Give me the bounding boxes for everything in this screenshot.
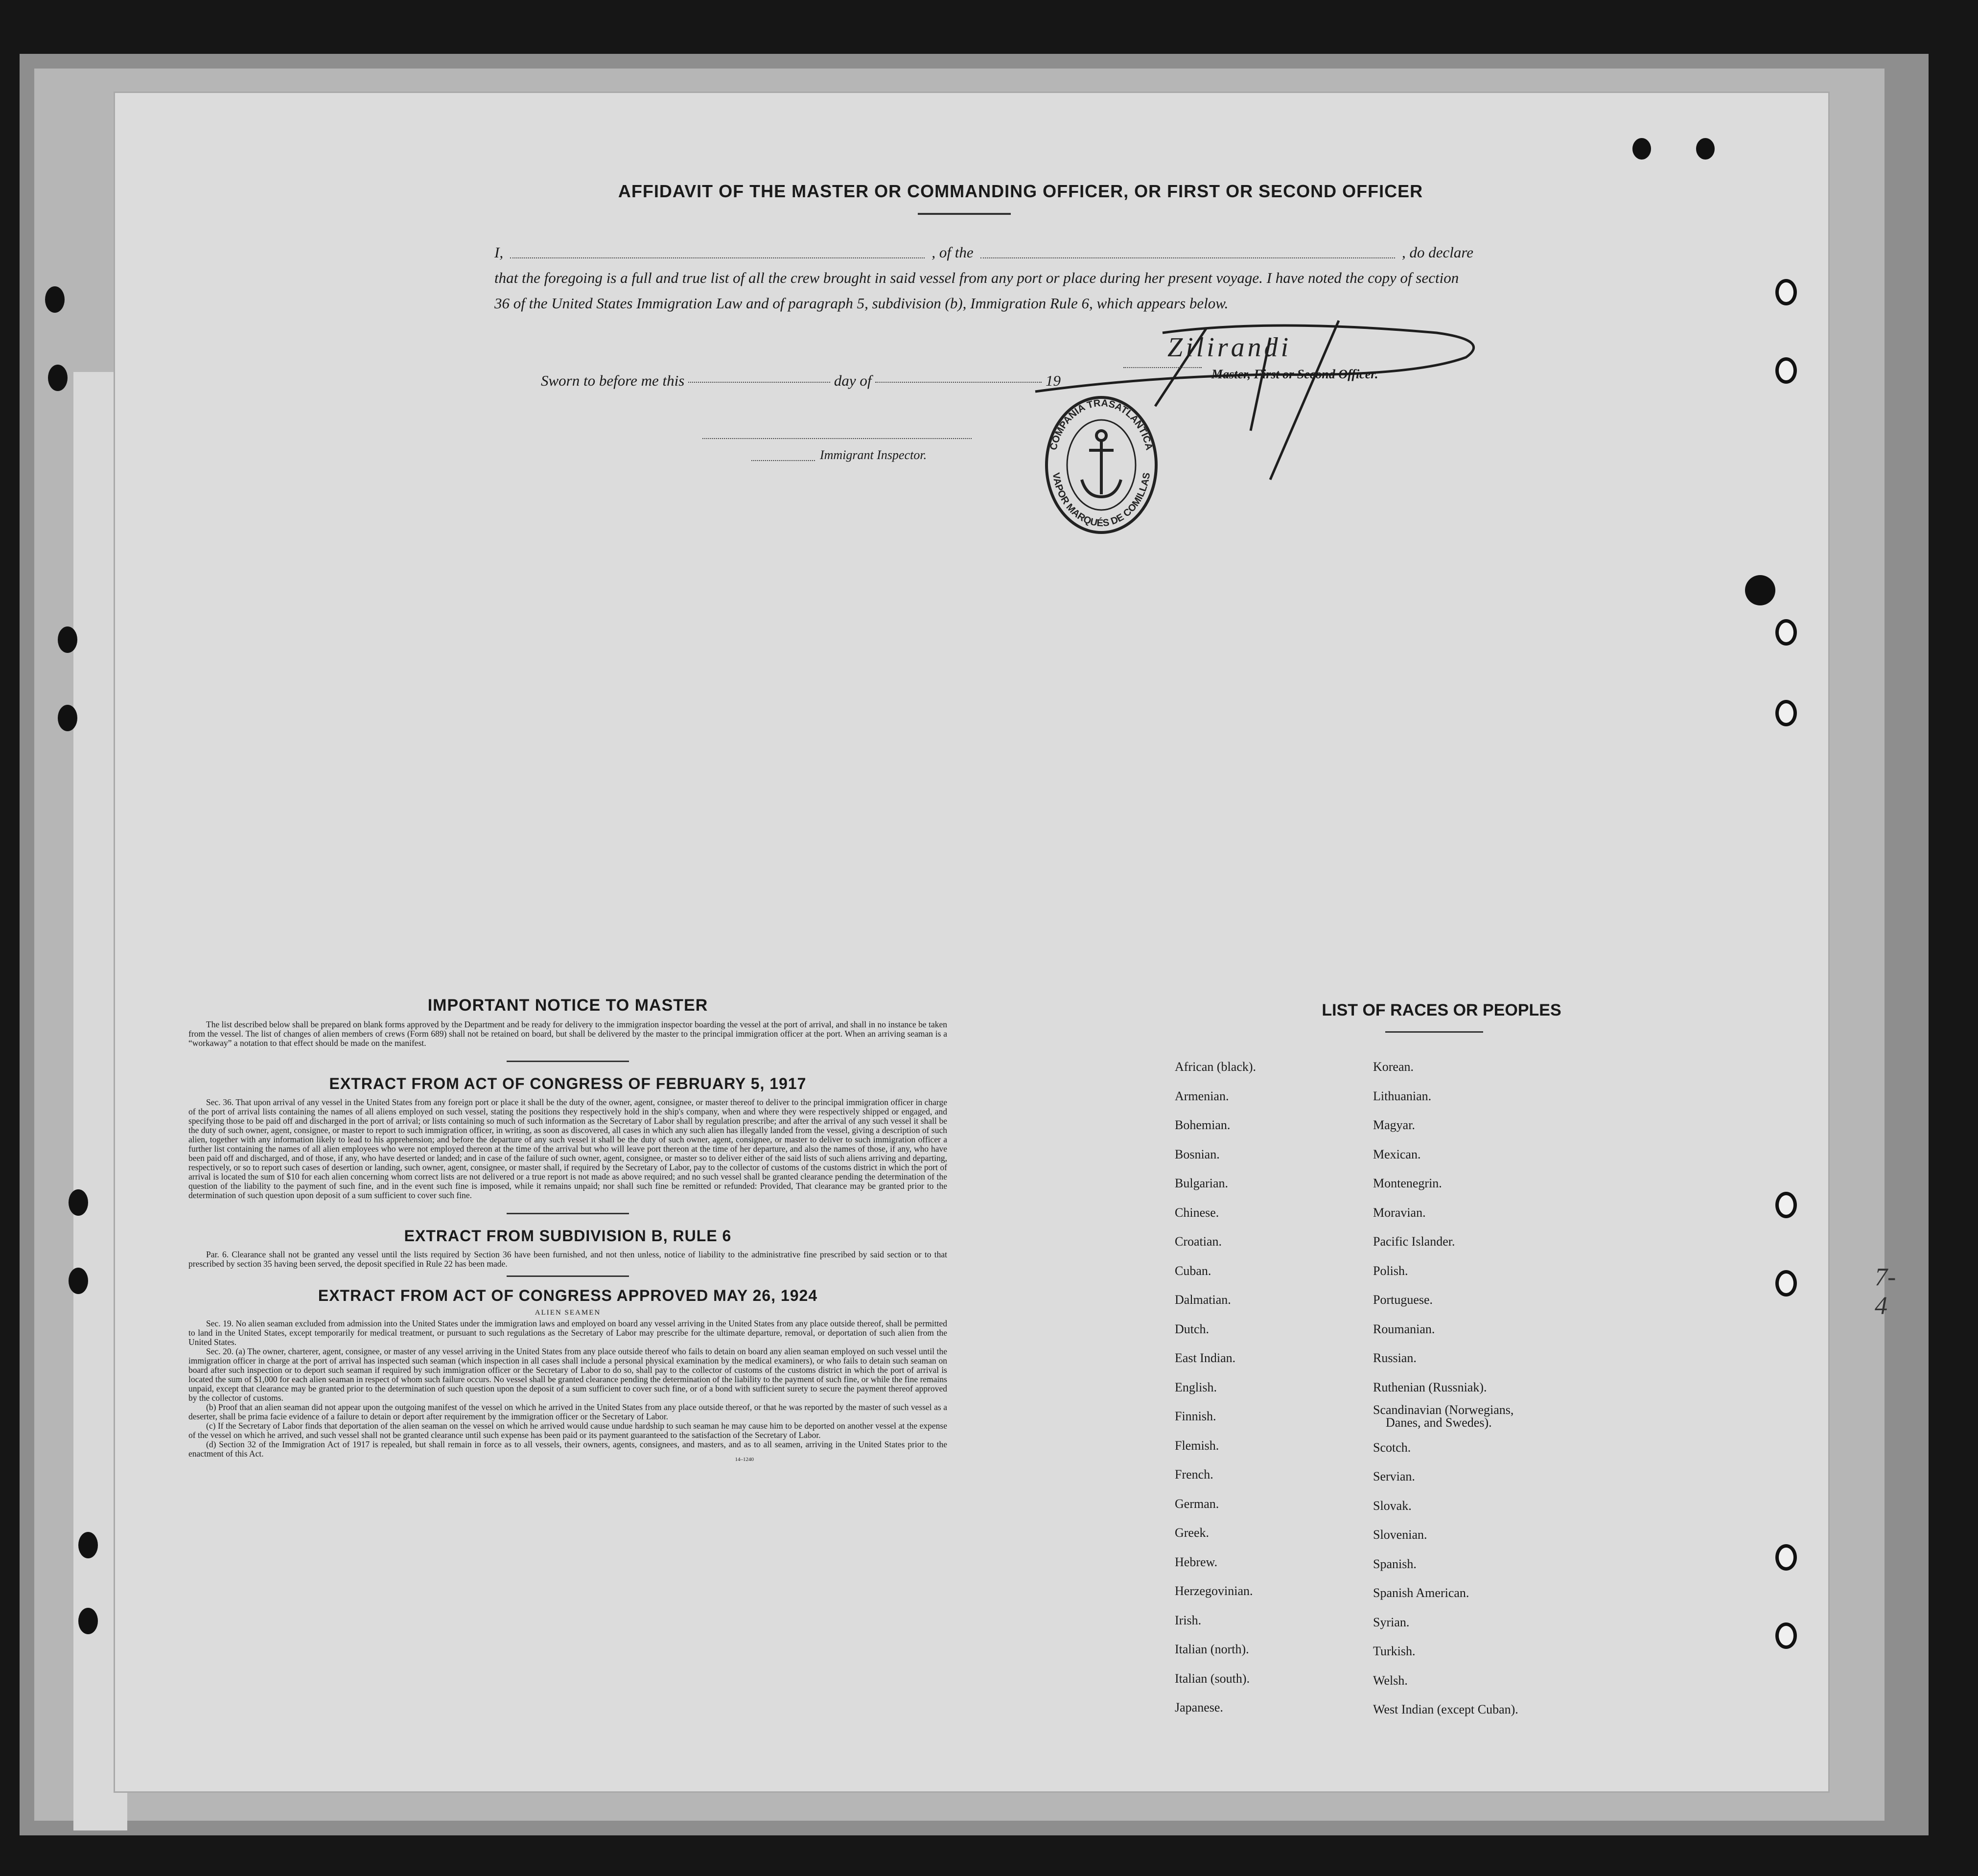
race-item: Turkish.	[1373, 1644, 1416, 1658]
race-item: Armenian.	[1175, 1089, 1229, 1103]
binder-hole-icon	[58, 705, 77, 731]
declaration-block	[494, 240, 1473, 316]
binder-hole-icon	[69, 1268, 88, 1294]
day-blank	[688, 382, 830, 383]
race-item: Herzegovinian.	[1175, 1584, 1253, 1598]
punch-hole-icon	[1775, 357, 1797, 384]
race-item: Welsh.	[1373, 1673, 1408, 1688]
race-item: Cuban.	[1175, 1263, 1211, 1278]
punch-hole-icon	[1632, 138, 1651, 160]
race-item: German.	[1175, 1496, 1219, 1511]
stamp-text-bottom: VAPOR MARQUÉS DE COMILLAS	[1050, 472, 1153, 529]
races-rule	[1385, 1031, 1483, 1033]
race-item: Moravian.	[1373, 1205, 1426, 1220]
races-right-column	[1373, 1052, 1518, 1724]
race-item: East Indian.	[1175, 1351, 1236, 1365]
race-item-continuation: Danes, and Swedes).	[1386, 1415, 1492, 1430]
extract-1917-title: EXTRACT FROM ACT OF CONGRESS OF FEBRUARY 5, 1917	[329, 1075, 807, 1092]
race-item: Flemish.	[1175, 1438, 1219, 1453]
race-item: Montenegrin.	[1373, 1176, 1442, 1190]
races-title: LIST OF RACES OR PEOPLES	[1322, 1001, 1561, 1019]
declaration-body: that the foregoing is a full and true list of all the crew brought in said vessel from any port or place during her present voyage. I have noted the copy of section 36 of the United States Immigration Law and of paragraph 5, subdivision (b), Immigration Rule 6, which appears below.	[494, 269, 1459, 312]
race-item: Irish.	[1175, 1613, 1202, 1627]
race-item: English.	[1175, 1380, 1217, 1394]
act-1924-sec20c: (c) If the Secretary of Labor finds that deportation of the alien seaman on the vessel on which he arrived would cause undue hardship to such seaman he may cause him to be deported on another vessel at the expense of the vessel on which he arrived, and such vessel shall not be granted clearance until such expense has been paid or its payment guaranteed to the satisfaction of the Secretary of Labor.	[188, 1421, 947, 1440]
race-item: Scotch.	[1373, 1440, 1411, 1455]
race-item: Slovak.	[1373, 1498, 1412, 1513]
binder-hole-icon	[78, 1532, 98, 1558]
race-item: Russian.	[1373, 1351, 1417, 1365]
race-item: Spanish American.	[1373, 1586, 1469, 1600]
anchor-icon	[1082, 431, 1121, 497]
sworn-line	[541, 372, 1061, 390]
punch-hole-icon	[1775, 279, 1797, 305]
race-item: Bosnian.	[1175, 1147, 1220, 1161]
race-item: Croatian.	[1175, 1234, 1222, 1249]
binder-hole-icon	[58, 626, 77, 653]
section-separator	[507, 1061, 629, 1062]
act-1924-sec20a: Sec. 20. (a) The owner, charterer, agent, consignee, or master of any vessel arriving in the United States from any place outside thereof who fails to detain on board any alien seaman employed on such vessel until the immigration officer in charge at the port of arrival has inspected such seaman (which inspection in all cases shall include a personal physical examination by the medical examiners), or who fails to detain such seaman on board after such inspection or to deport such seaman if required by such immigration officer or the Secretary of Labor to do so, shall pay to the collector of customs of the customs district in which the port of arrival is located the sum of $1,000 for each alien seaman in respect of whom such failure occurs. No vessel shall be granted clearance pending the determination of the liability to the payment of such fine, or while the fine remains unpaid, except that clearance may be granted prior to the determination of such question upon the deposit of a sum sufficient to cover such fine, or of a bond with sufficient surety to secure the payment thereof approved by the collector of customs.	[188, 1346, 947, 1403]
signature-caption: Master, First or Second Officer.	[1211, 367, 1378, 381]
name-blank	[510, 240, 925, 258]
notice-column	[188, 996, 947, 1462]
race-item: Bohemian.	[1175, 1118, 1231, 1132]
company-seal-stamp	[1040, 392, 1163, 538]
race-item: Ruthenian (Russniak).	[1373, 1380, 1487, 1394]
race-item: Italian (south).	[1175, 1671, 1250, 1686]
declaration-of-the: , of the	[931, 244, 974, 261]
punch-hole-icon	[1775, 1192, 1797, 1218]
act-1924-subtitle: ALIEN SEAMEN	[535, 1309, 601, 1317]
form-number: 14–1240	[735, 1457, 754, 1462]
stamp-text-top: COMPAÑIA TRASATLANTICA	[1048, 397, 1155, 451]
section-separator	[507, 1275, 629, 1277]
race-item: Korean.	[1373, 1060, 1414, 1074]
race-item: Slovenian.	[1373, 1528, 1427, 1542]
binder-hole-icon	[48, 365, 68, 391]
race-item: Spanish.	[1373, 1556, 1417, 1571]
race-item: Chinese.	[1175, 1205, 1219, 1220]
race-item: Greek.	[1175, 1526, 1210, 1540]
sworn-label: Sworn to before me this	[541, 372, 685, 389]
inspector-signature-blank	[702, 438, 972, 439]
race-item-line: Scandinavian (Norwegians,	[1373, 1403, 1514, 1417]
signature-script: Zilirandi	[1167, 332, 1292, 363]
declaration-first-line	[494, 240, 1473, 265]
binder-hole-icon	[78, 1608, 98, 1634]
race-item: Magyar.	[1373, 1118, 1415, 1132]
extract-1917-text: Sec. 36. That upon arrival of any vessel in the United States from any foreign port or place it shall be the duty of the owner, agent, consignee, or master thereof to deliver to the principal immigration officer in charge of the port of arrival lists containing the names of all aliens employed on such vessel, stating the positions they respectively hold in the ship's company, when and where they were respectively shipped or engaged, and specifying those to be paid off and discharged in the port of arrival; or lists containing so much of such information as the Secretary of Labor shall by regulation prescribe; and after the arrival of any such vessel it shall be the duty of such owner, agent, consignee, or master to report to such immigration officer, in writing, as soon as discovered, all cases in which any such alien has illegally landed from the vessel, giving a description of such alien, together with any information likely to lead to his apprehension; and before the departure of any such vessel it shall be the duty of such owner, agent, consignee, or master to deliver to such immigration officer a further list containing the names of all alien employees who were not employed thereon at the time of the arrival but who will leave port thereon at the time of her departure, and also the names of those, if any, who have been paid off and discharged, and of those, if any, who have deserted or landed; and in case of the failure of such owner, agent, consignee, or master so to deliver either of the said lists of such aliens arriving and departing, respectively, or so to report such cases of desertion or landing, such owner, agent, consignee, or master shall, if required by the Secretary of Labor, pay to the collector of customs of the customs district in which the port of arrival is located the sum of $10 for each alien concerning whom correct lists are not delivered or a true report is not made as above required; and no such vessel shall be granted clearance pending the determination of the question of the liability to the payment of such fine, and in the event such fine is imposed, while it remains unpaid; nor shall such fine be remitted or refunded: Provided, That clearance may be granted prior to the determination of such question upon deposit of a sum sufficient to cover such fine.	[188, 1097, 947, 1200]
punch-hole-icon	[1775, 619, 1797, 646]
affidavit-title: AFFIDAVIT OF THE MASTER OR COMMANDING OFFICER, OR FIRST OR SECOND OFFICER	[618, 181, 1423, 201]
margin-mark: 7-4	[1875, 1263, 1896, 1320]
race-item: Dutch.	[1175, 1321, 1210, 1336]
act-1924-sec19: Sec. 19. No alien seaman excluded from admission into the United States under the immigration laws and employed on board any vessel arriving in the United States from any place outside thereof, shall be permitted to land in the United States, except temporarily for medical treatment, or pursuant to such regulations as the Secretary of Labor may prescribe for the ultimate departure, removal, or deportation of such alien from the United States.	[188, 1319, 947, 1347]
act-1924-sec20d: (d) Section 32 of the Immigration Act of 1917 is repealed, but shall remain in force as to all vessels, their owners, agents, consignees, and masters, and as to all seamen, arriving in the United States prior to the enactment of this Act.	[188, 1439, 947, 1459]
race-item: Bulgarian.	[1175, 1176, 1229, 1190]
race-item: Japanese.	[1175, 1700, 1223, 1714]
race-item: Portuguese.	[1373, 1293, 1433, 1307]
punch-hole-icon	[1775, 700, 1797, 726]
race-item: Hebrew.	[1175, 1554, 1218, 1569]
section-separator	[507, 1213, 629, 1214]
rule6-title: EXTRACT FROM SUBDIVISION B, RULE 6	[404, 1227, 732, 1245]
signature-blank	[1123, 367, 1202, 368]
vessel-blank	[980, 240, 1395, 258]
declaration-i: I,	[494, 244, 504, 261]
binder-hole-icon	[69, 1189, 88, 1216]
race-item: Roumanian.	[1373, 1321, 1435, 1336]
race-item: Polish.	[1373, 1263, 1408, 1278]
inspector-label: Immigrant Inspector.	[820, 448, 927, 462]
punch-hole-icon	[1775, 1270, 1797, 1297]
binder-hole-icon	[45, 286, 65, 313]
punch-hole-icon	[1745, 575, 1775, 605]
act-1924-sec20b: (b) Proof that an alien seaman did not appear upon the outgoing manifest of the vessel on which he arrived in the United States from any place outside thereof, or that he was reported by the master of such vessel as a deserter, shall be prima facie evidence of a failure to detain or deport after requirement by the immigration officer or the Secretary of Labor.	[188, 1402, 947, 1421]
race-item: Servian.	[1373, 1469, 1415, 1483]
notice-title: IMPORTANT NOTICE TO MASTER	[427, 996, 708, 1015]
year-prefix: 19	[1045, 372, 1061, 389]
race-item: Mexican.	[1373, 1147, 1421, 1161]
race-item: French.	[1175, 1467, 1213, 1482]
race-item	[1373, 1402, 1518, 1433]
title-rule	[918, 213, 1011, 215]
affidavit-page	[115, 93, 1896, 1791]
notice-text: The list described below shall be prepared on blank forms approved by the Department and be ready for delivery to the immigration inspector boarding the vessel at the port of arrival, and shall in no instance be taken from the vessel. The list of changes of alien members of crews (Form 689) shall not be retained on board, but shall be delivered by the master to the principal immigration officer at the port. When an arriving seaman is a “workaway” a notation to that effect should be made on the manifest.	[188, 1019, 947, 1048]
race-item: Syrian.	[1373, 1615, 1410, 1629]
day-of-label: day of	[834, 372, 872, 389]
act-1924-title: EXTRACT FROM ACT OF CONGRESS APPROVED MAY 26, 1924	[318, 1287, 818, 1304]
punch-hole-icon	[1775, 1544, 1797, 1571]
races-left-column	[1175, 1052, 1256, 1722]
rule6-text: Par. 6. Clearance shall not be granted any vessel until the lists required by Section 36 have been furnished, and not then unless, notice of liability to the administrative fine prescribed by said section or to that prescribed by section 35 having been served, the deposit specified in Rule 22 has been made.	[188, 1250, 947, 1269]
race-item: Lithuanian.	[1373, 1089, 1432, 1103]
race-item: Italian (north).	[1175, 1642, 1249, 1656]
race-item: African (black).	[1175, 1060, 1257, 1074]
month-blank	[875, 382, 1042, 383]
punch-hole-icon	[1775, 1622, 1797, 1649]
punch-hole-icon	[1696, 138, 1715, 160]
race-item: West Indian (except Cuban).	[1373, 1702, 1518, 1716]
race-item: Pacific Islander.	[1373, 1234, 1455, 1249]
declaration-declare: , do declare	[1401, 244, 1474, 261]
inspector-dot-lead	[751, 460, 815, 461]
race-item: Finnish.	[1175, 1409, 1216, 1423]
race-item: Dalmatian.	[1175, 1293, 1231, 1307]
